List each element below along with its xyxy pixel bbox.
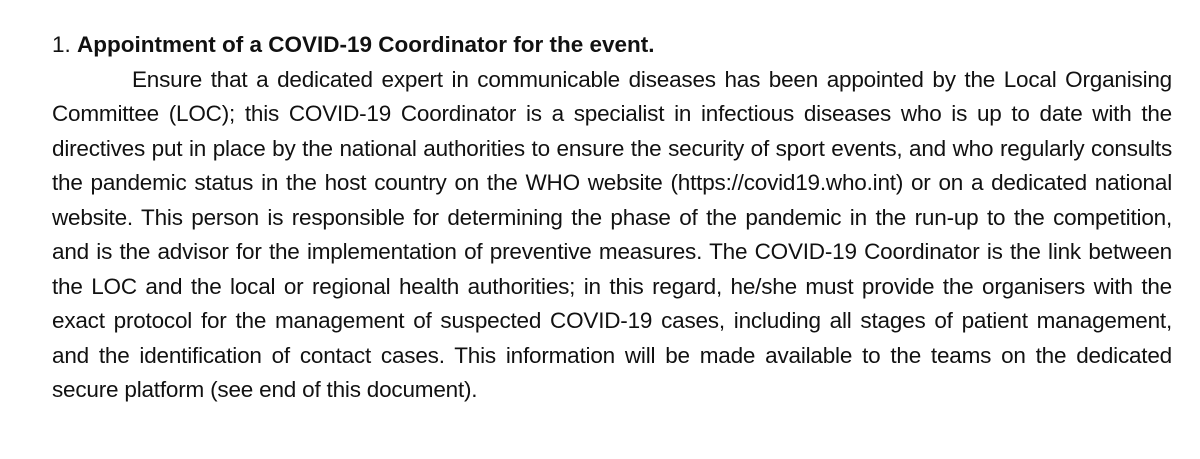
section-number: 1.: [52, 32, 71, 57]
section-paragraph: Ensure that a dedicated expert in communicable diseases has been appointed by the Local Organising Committee (LOC); this COVID-19 Coordinator is a specialist in infectious diseases who is up to date with the directives put in place by the national authorities to ensure the security of sport events, and who regularly consults the pandemic status in the host country on the WHO website (https://covid19.who.int) or on a dedicated national website. This person is responsible for determining the phase of the pandemic in the run-up to the competition, and is the advisor for the implementation of preventive measures. The COVID-19 Coordinator is the link between the LOC and the local or regional health authorities; in this regard, he/she must provide the organisers with the exact protocol for the management of suspected COVID-19 cases, including all stages of patient management, and the identification of contact cases. This information will be made available to the teams on the dedicated secure platform (see end of this document).: [52, 66, 1172, 402]
section-heading: [52, 28, 1172, 63]
section-title: Appointment of a COVID-19 Coordinator for the event.: [77, 32, 655, 57]
document-section: [52, 28, 1172, 408]
